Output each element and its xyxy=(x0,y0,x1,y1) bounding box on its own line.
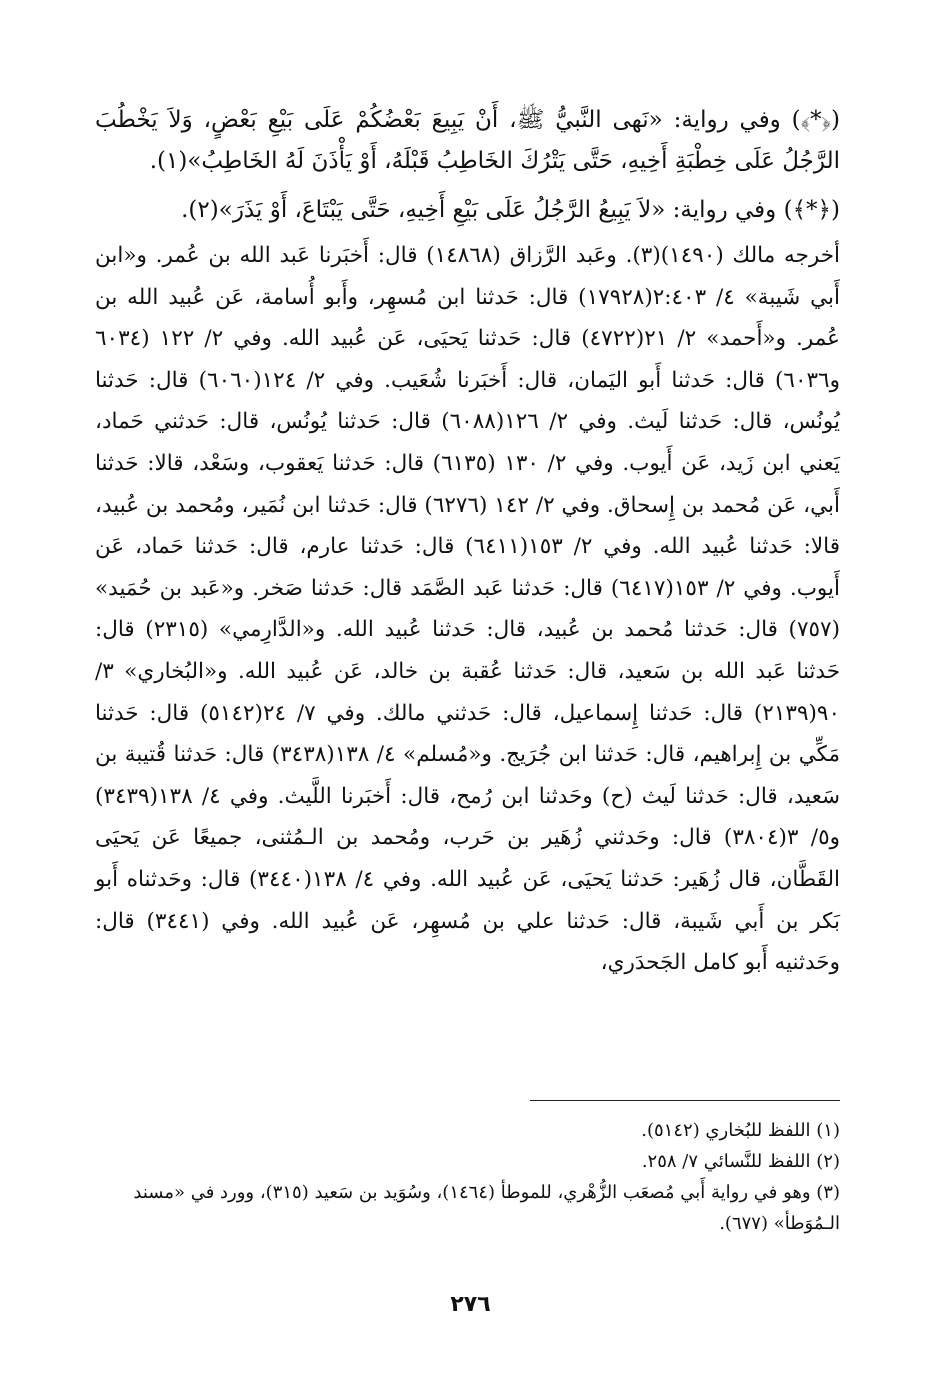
footnote-2: (٢) اللفظ للنَّسائي ٧/ ٢٥٨. xyxy=(641,1151,840,1172)
footnote-3: (٣) وهو في رواية أَبي مُصعَب الزُّهْري، للموطأ (١٤٦٤)، وسُوَيد بن سَعيد (٣١٥)، وورد في «مسند الـمُوَطأ» (٦٧٧). xyxy=(133,1182,840,1234)
page-number: ٢٧٦ xyxy=(450,1292,491,1317)
footnotes-section xyxy=(95,1115,840,1239)
footnote-1: (١) اللفظ للبُخاري (٥١٤٢). xyxy=(641,1120,840,1141)
takhrij-paragraph: أخرجه مالك (١٤٩٠)(٣). وعَبد الرَّزاق (١٤٨٦٨) قال: أَخبَرنا عَبد الله بن عُمر. و«ابن أَبي شَيبة» ٤/ ٢:٤٠٣(١٧٩٢٨) قال: حَدثنا ابن مُسهِر، وأَبو أُسامة، عَن عُبيد الله بن عُمر. و«أَحمد» ٢/ ٢١(٤٧٢٢) قال: حَدثنا يَحيَى، عَن عُبيد الله. وفي ٢/ ١٢٢ (٦٠٣٤ و٦٠٣٦) قال: حَدثنا أَبو اليَمان، قال: أَخبَرنا شُعَيب. وفي ٢/ ١٢٤(٦٠٦٠) قال: حَدثنا يُونُس، قال: حَدثنا لَيث. وفي ٢/ ١٢٦(٦٠٨٨) قال: حَدثنا يُونُس، قال: حَدثني حَماد، يَعني ابن زَيد، عَن أَيوب. وفي ٢/ ١٣٠ (٦١٣٥) قال: حَدثنا يَعقوب، وسَعْد، قالا: حَدثنا أَبي، عَن مُحمد بن إِسحاق. وفي ٢/ ١٤٢ (٦٢٧٦) قال: حَدثنا ابن نُمَير، ومُحمد بن عُبيد، قالا: حَدثنا عُبيد الله. وفي ٢/ ١٥٣(٦٤١١) قال: حَدثنا عارم، قال: حَدثنا حَماد، عَن أَيوب. وفي ٢/ ١٥٣(٦٤١٧) قال: حَدثنا عَبد الصَّمَد قال: حَدثنا صَخر. و«عَبد بن حُمَيد» (٧٥٧) قال: حَدثنا مُحمد بن عُبيد، قال: حَدثنا عُبيد الله. و«الدَّارِمي» (٢٣١٥) قال: حَدثنا عَبد الله بن سَعيد، قال: حَدثنا عُقبة بن خالد، عَن عُبيد الله. و«البُخاري» ٣/ ٩٠(٢١٣٩) قال: حَدثنا إِسماعيل، قال: حَدثني مالك. وفي ٧/ ٢٤(٥١٤٢) قال: حَدثنا مَكِّي بن إِبراهيم، قال: حَدثنا ابن جُرَيج. و«مُسلم» ٤/ ١٣٨(٣٤٣٨) قال: حَدثنا قُتيبة بن سَعيد، قال: حَدثنا لَيث (ح) وحَدثنا ابن رُمح، قال: أَخبَرنا اللَّيث. وفي ٤/ ١٣٨(٣٤٣٩) و٥/ ٣(٣٨٠٤) قال: وحَدثني زُهَير بن حَرب، ومُحمد بن الـمُثنى، جميعًا عَن يَحيَى القَطَّان، قال زُهَير: حَدثنا يَحيَى، عَن عُبيد الله. وفي ٤/ ١٣٨(٣٤٤٠) قال: وحَدثناه أَبو بَكر بن أَبي شَيبة، قال: حَدثنا علي بن مُسهِر، عَن عُبيد الله. وفي (٣٤٤١) قال: وحَدثنيه أَبو كامل الجَحدَري، xyxy=(95,243,841,976)
narration-paragraph-2: (﴿*﴾) وفي رواية: «لاَ يَبِيعُ الرَّجُلُ عَلَى بَيْعِ أَخِيهِ، حَتَّى يَبْتَاعَ، أَوْ يَذَرَ»(٢). xyxy=(181,197,840,223)
narration-paragraph-1: (﴿*﴾) وفي رواية: «نَهى النَّبيُّ ﷺ، أَنْ يَبِيعَ بَعْضُكُمْ عَلَى بَيْعِ بَعْضٍ، وَلاَ يَخْطُبَ الرَّجُلُ عَلَى خِطْبَةِ أَخِيهِ، حَتَّى يَتْرُكَ الخَاطِبُ قَبْلَهُ، أَوْ يَأْذَنَ لَهُ الخَاطِبُ»(١). xyxy=(95,107,840,174)
page-body xyxy=(95,100,840,984)
footnote-separator xyxy=(530,1100,840,1101)
